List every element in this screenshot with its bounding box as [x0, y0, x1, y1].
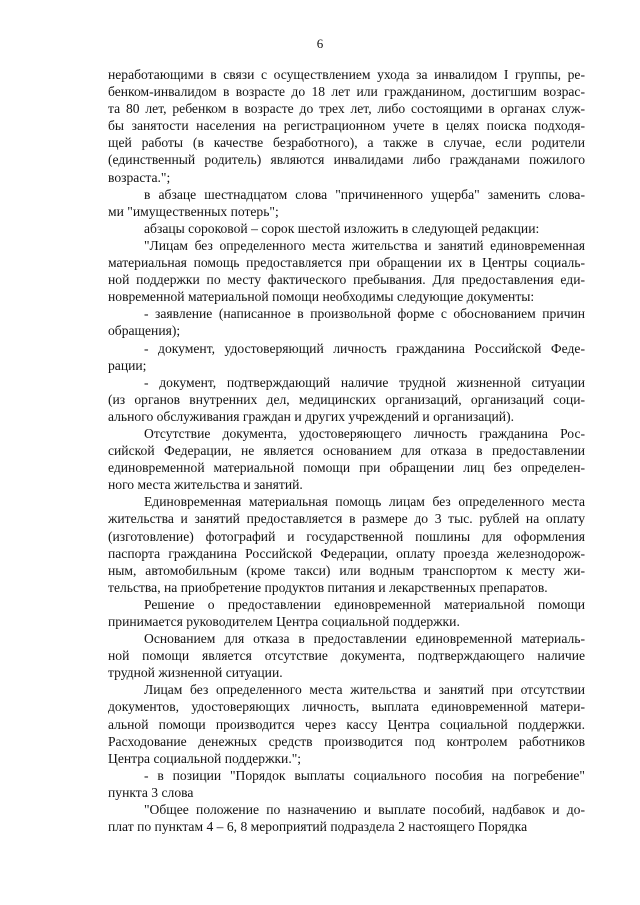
text-line: ми "имущественных потерь"; — [108, 203, 279, 219]
text-line: сийской Федерации, не является основанием для отказа в предоставлении — [108, 443, 585, 459]
paragraph-7 — [108, 374, 585, 425]
text-line: возраста."; — [108, 169, 171, 185]
text-line: ной поддержки по месту фактического пребывания. Для предоставления еди- — [108, 272, 585, 288]
paragraph-5 — [108, 305, 585, 339]
text-line: единовременной материальной помощи при обращении лиц без определен- — [108, 460, 585, 476]
text-line: "Лицам без определенного места жительства и занятий единовременная — [144, 237, 585, 253]
text-line: абзацы сороковой – сорок шестой изложить в следующей редакции: — [144, 220, 540, 236]
text-line: (из органов внутренних дел, медицинских организаций, организаций соци- — [108, 391, 585, 407]
text-line: документов, удостоверяющих личность, выплата единовременной матери- — [108, 699, 585, 715]
text-line: тельства, на приобретение продуктов питания и лекарственных препаратов. — [108, 579, 548, 595]
text-line: принимается руководителем Центра социальной поддержки. — [108, 614, 460, 629]
text-line: бы занятости населения на регистрационном учете в целях поиска подходя- — [108, 118, 585, 134]
paragraph-1 — [108, 66, 585, 186]
text-line: обращения); — [108, 323, 181, 339]
paragraph-14 — [108, 801, 585, 835]
text-line: паспорта гражданина Российской Федерации, оплату проезда железнодорож- — [108, 545, 585, 561]
text-line: бенком-инвалидом в возрасте до 18 лет или гражданином, достигшим возрас- — [108, 84, 585, 100]
text-line: ального обслуживания граждан и других учреждений и организаций). — [108, 408, 515, 424]
document-body — [108, 66, 585, 835]
page-number: 6 — [316, 36, 324, 51]
paragraph-13 — [108, 767, 585, 801]
text-line: щей работы (в качестве безработного), а также в случае, если родители — [108, 135, 585, 151]
text-line: Лицам без определенного места жительства и занятий при отсутствии — [144, 682, 585, 698]
text-line: альной помощи производится через кассу Центра социальной поддержки. — [108, 716, 585, 732]
text-line: та 80 лет, ребенком в возрасте до трех лет, либо состоящими в органах служ- — [108, 101, 585, 117]
paragraph-9 — [108, 493, 585, 596]
text-line: Отсутствие документа, удостоверяющего личность гражданина Рос- — [144, 425, 585, 441]
text-line: - в позиции "Порядок выплаты социального пособия на погребение" — [144, 767, 585, 783]
text-line: Расходование денежных средств производится под контролем работников — [108, 733, 585, 749]
paragraph-12 — [108, 681, 585, 766]
text-line: (изготовление) фотографий и государственной пошлины для оформления — [108, 528, 585, 544]
text-line: материальная помощь предоставляется при обращении их в Центры социаль- — [108, 255, 585, 271]
text-line: трудной жизненной ситуации. — [108, 665, 283, 681]
text-line: пункта 3 слова — [108, 784, 194, 800]
text-line: Центра социальной поддержки."; — [108, 750, 302, 766]
paragraph-10 — [108, 596, 585, 630]
text-line: ной помощи является отсутствие документа, подтверждающего наличие — [108, 648, 585, 664]
text-line: - документ, удостоверяющий личность гражданина Российской Феде- — [144, 340, 585, 356]
text-line: (единственный родитель) являются инвалидами либо гражданами пожилого — [108, 152, 585, 168]
paragraph-6 — [108, 340, 585, 374]
text-line: новременной материальной помощи необходимы следующие документы: — [108, 289, 535, 305]
text-line: Единовременная материальная помощь лицам без определенного места — [144, 494, 585, 510]
text-line: жительства и занятий предоставляется в размере до 3 тыс. рублей на оплату — [108, 511, 585, 527]
paragraph-8 — [108, 425, 585, 493]
text-line: рации; — [108, 357, 147, 373]
text-line: ным, автомобильным (кроме такси) или водным транспортом к месту жи- — [108, 562, 585, 578]
text-line: ного места жительства и занятий. — [108, 477, 303, 493]
text-line: в абзаце шестнадцатом слова "причиненного ущерба" заменить слова- — [144, 186, 585, 202]
text-line: - документ, подтверждающий наличие трудной жизненной ситуации — [144, 374, 585, 390]
text-line: неработающими в связи с осуществлением ухода за инвалидом I группы, ре- — [108, 67, 585, 82]
text-line: - заявление (написанное в произвольной форме с обоснованием причин — [144, 306, 585, 322]
paragraph-2 — [108, 186, 585, 220]
paragraph-11 — [108, 630, 585, 681]
paragraph-4 — [108, 237, 585, 305]
text-line: плат по пунктам 4 – 6, 8 мероприятий подраздела 2 настоящего Порядка — [108, 819, 528, 835]
paragraph-3 — [108, 220, 585, 237]
text-line: Основанием для отказа в предоставлении единовременной материаль- — [144, 631, 585, 647]
text-line: Решение о предоставлении единовременной материальной помощи — [144, 596, 585, 612]
text-line: "Общее положение по назначению и выплате пособий, надбавок и до- — [144, 802, 585, 818]
